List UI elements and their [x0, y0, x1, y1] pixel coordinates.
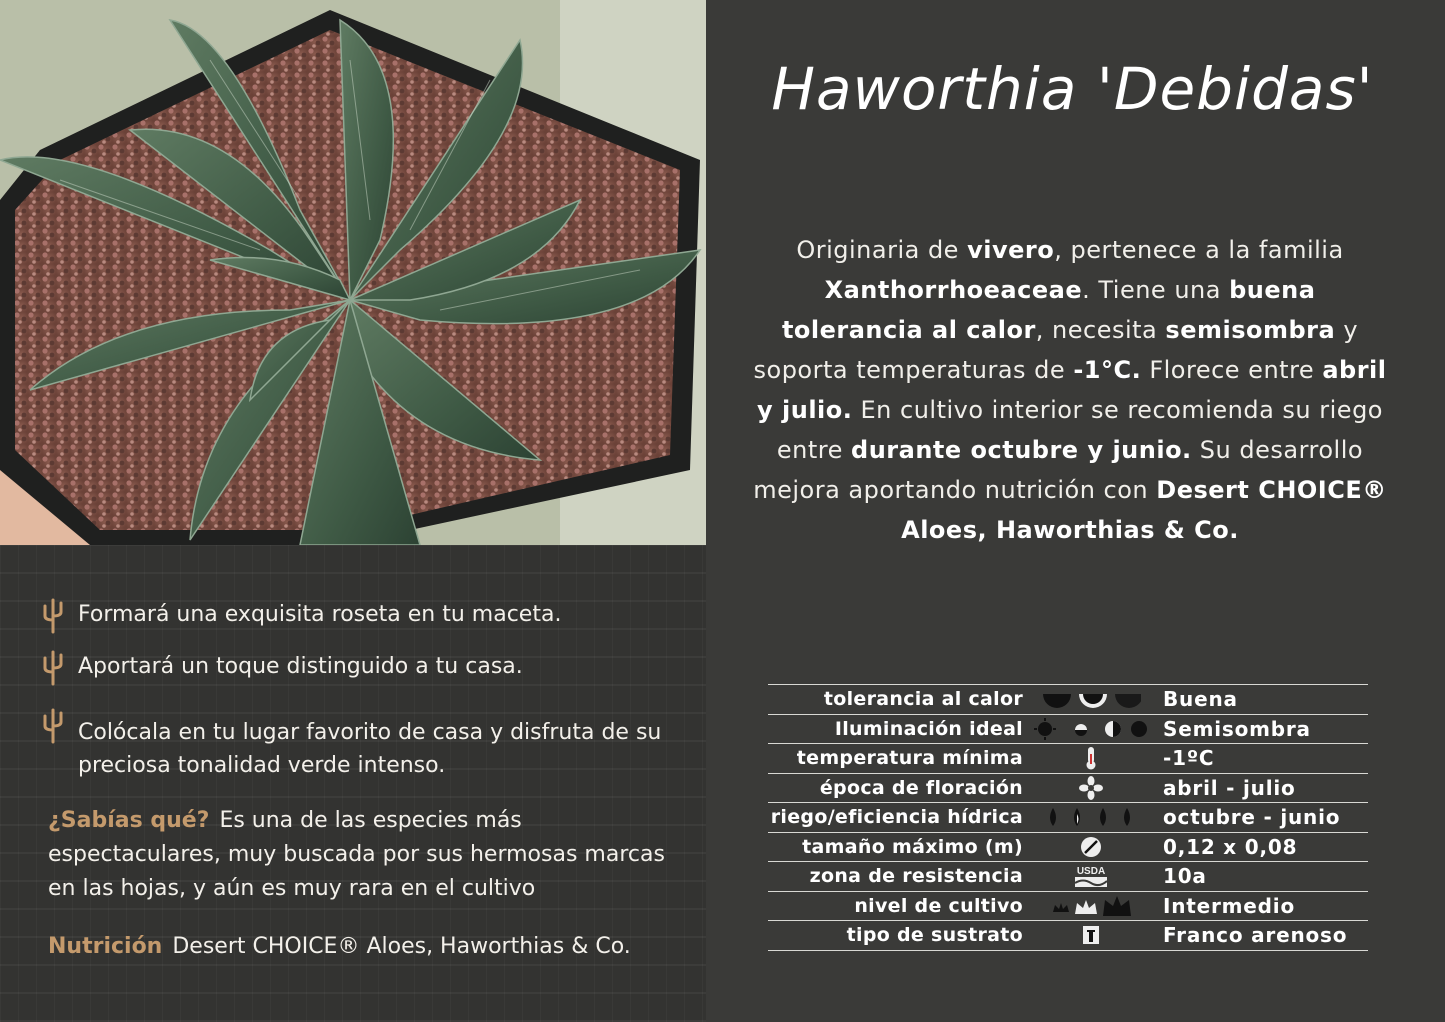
spec-row	[768, 862, 1368, 892]
desc-text: , necesita	[1035, 316, 1166, 344]
spec-row	[768, 744, 1368, 774]
desc-bold: -1°C.	[1073, 356, 1142, 384]
feature-text: Formará una exquisita roseta en tu maceta.	[78, 602, 562, 627]
feature-item	[40, 650, 523, 686]
spec-label: tolerancia al calor	[768, 685, 1031, 715]
specs-table	[768, 684, 1368, 951]
feature-text: Colócala en tu lugar favorito de casa y disfruta de su preciosa tonalidad verde intenso.	[78, 720, 662, 778]
spec-label: época de floración	[768, 773, 1031, 803]
spec-row	[768, 685, 1368, 715]
spec-value: Intermedio	[1151, 891, 1368, 921]
water-drops-icons	[1031, 803, 1151, 833]
desc-text: y soporta temperaturas de	[753, 316, 1359, 384]
desc-text: En cultivo interior se recomienda su riego entre	[776, 396, 1383, 464]
desc-bold: semisombra	[1165, 316, 1336, 344]
spec-row	[768, 803, 1368, 833]
spec-label: Iluminación ideal	[768, 714, 1031, 744]
cactus-icon	[40, 650, 66, 686]
feature-text: Aportará un toque distinguido a tu casa.	[78, 654, 523, 679]
desc-text: Originaria de	[796, 236, 968, 264]
nutrition	[48, 930, 698, 964]
spec-label: nivel de cultivo	[768, 891, 1031, 921]
spec-row	[768, 891, 1368, 921]
did-you-know-label: ¿Sabías qué?	[48, 808, 210, 833]
page-title: Haworthia 'Debidas'	[771, 55, 1374, 123]
heat-tolerance-icons	[1031, 685, 1151, 715]
spec-label: tipo de sustrato	[768, 921, 1031, 951]
light-level-icons	[1031, 714, 1151, 744]
description	[750, 230, 1390, 550]
spec-label: tamaño máximo (m)	[768, 832, 1031, 862]
spec-value: Franco arenoso	[1151, 921, 1368, 951]
crown-icons	[1031, 891, 1151, 921]
spec-value: -1ºC	[1151, 744, 1368, 774]
spec-label: riego/eficiencia hídrica	[768, 803, 1031, 833]
desc-bold: vivero	[967, 236, 1055, 264]
thermometer-icon	[1031, 744, 1151, 774]
spec-label: zona de resistencia	[768, 862, 1031, 892]
desc-bold: buena tolerancia al calor	[781, 276, 1316, 344]
spec-row	[768, 921, 1368, 951]
feature-item	[40, 708, 680, 782]
desc-bold: Desert CHOICE® Aloes, Haworthias & Co.	[901, 476, 1387, 544]
usda-text: USDA	[1076, 866, 1106, 878]
spec-row	[768, 714, 1368, 744]
spec-value: abril - julio	[1151, 773, 1368, 803]
plant-photo	[0, 0, 706, 545]
cactus-icon	[40, 708, 66, 744]
spec-value: Buena	[1151, 685, 1368, 715]
nutrition-label: Nutrición	[48, 934, 163, 959]
desc-text: , pertenece a la familia	[1054, 236, 1344, 264]
usda-icon	[1031, 862, 1151, 892]
nutrition-text: Desert CHOICE® Aloes, Haworthias & Co.	[172, 934, 631, 959]
spec-value: 0,12 x 0,08	[1151, 832, 1368, 862]
spec-row	[768, 832, 1368, 862]
desc-text: Su desarrollo mejora aportando nutrición con	[753, 436, 1364, 504]
flower-icon	[1031, 773, 1151, 803]
desc-bold: Xanthorrhoeaceae	[824, 276, 1083, 304]
spec-value: octubre - junio	[1151, 803, 1368, 833]
spec-label: temperatura mínima	[768, 744, 1031, 774]
desc-bold: abril y julio.	[757, 356, 1387, 424]
desc-text: . Tiene una	[1082, 276, 1230, 304]
size-icon	[1031, 832, 1151, 862]
desc-bold: durante octubre y junio.	[851, 436, 1192, 464]
spec-value: Semisombra	[1151, 714, 1368, 744]
spec-value: 10a	[1151, 862, 1368, 892]
substrate-icon	[1031, 921, 1151, 951]
did-you-know	[48, 804, 698, 906]
desc-text: Florece entre	[1141, 356, 1323, 384]
feature-item	[40, 598, 561, 634]
cactus-icon	[40, 598, 66, 634]
spec-row	[768, 773, 1368, 803]
did-you-know-text: Es una de las especies más espectaculares, muy buscada por sus hermosas marcas en las hojas, y aún es muy rara en el cultivo	[48, 808, 665, 901]
